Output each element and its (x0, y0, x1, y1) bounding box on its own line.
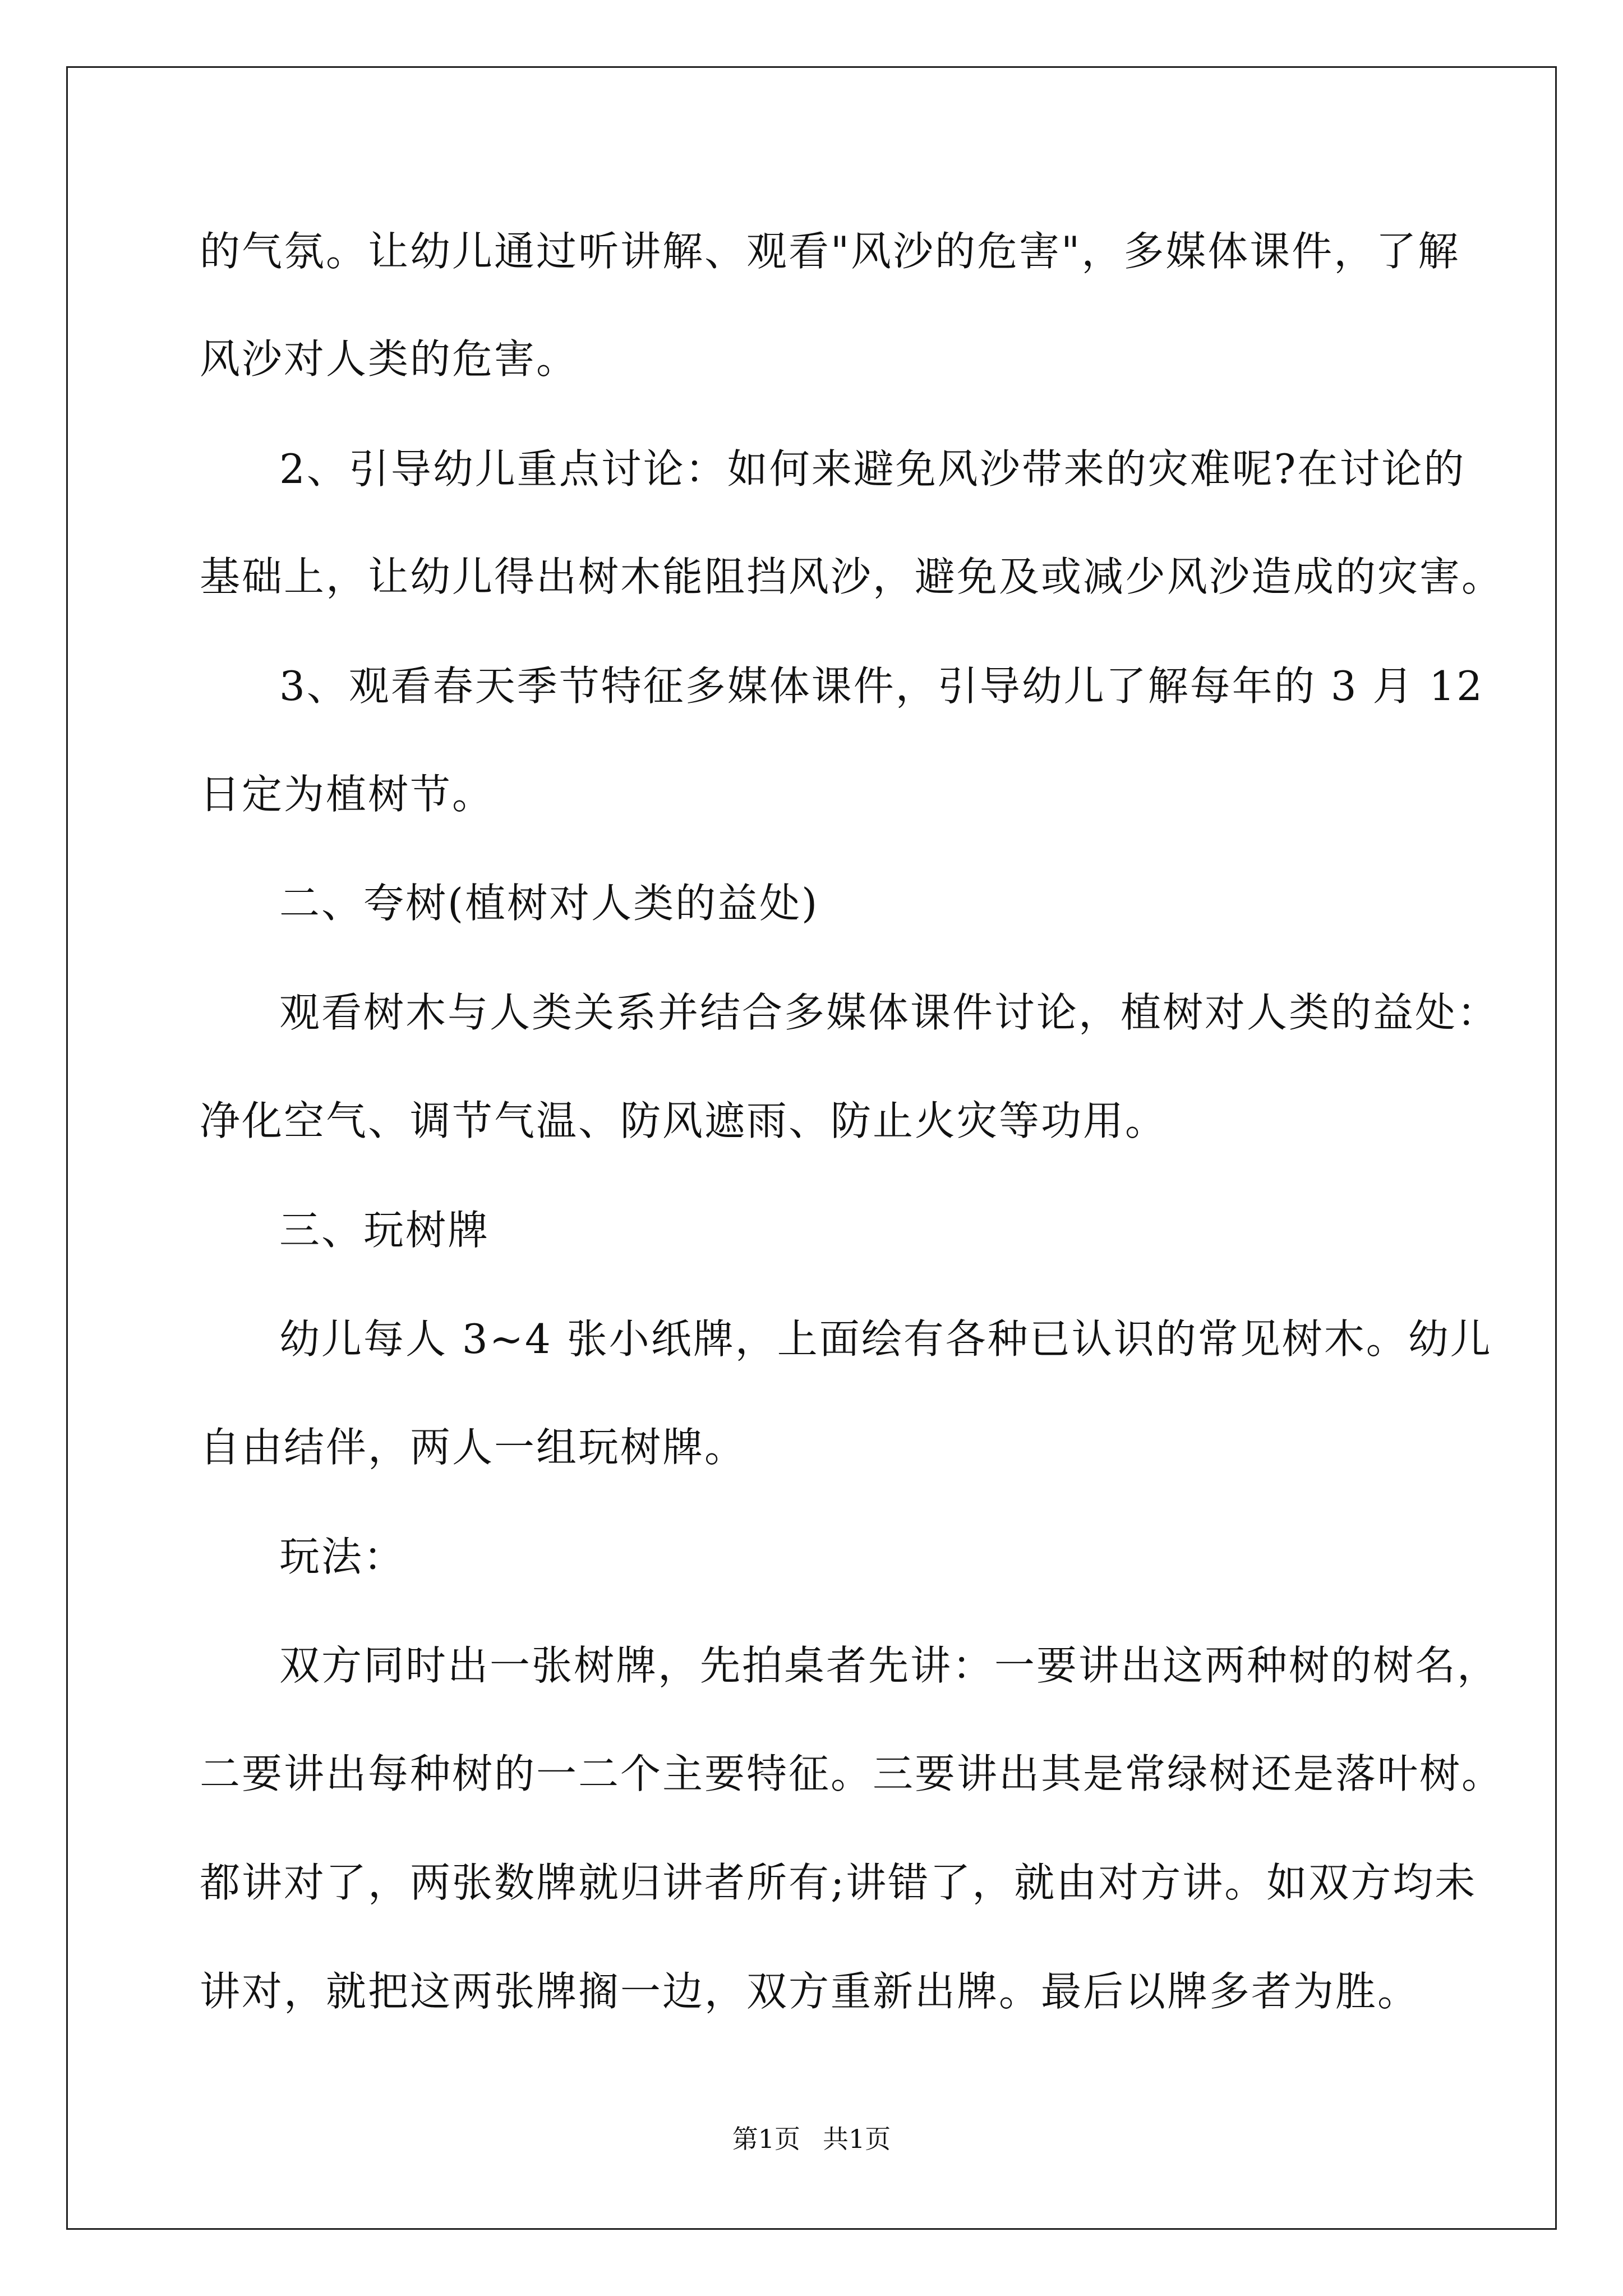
text-line: 2、引导幼儿重点讨论：如何来避免风沙带来的灾难呢?在讨论的 (279, 445, 1466, 493)
text-line: 的气氛。让幼儿通过听讲解、观看"风沙的危害"，多媒体课件，了解 (200, 228, 1460, 275)
text-line: 日定为植树节。 (200, 771, 495, 818)
section-heading: 二、夸树(植树对人类的益处) (279, 880, 819, 927)
text-line: 双方同时出一张树牌，先拍桌者先讲：一要讲出这两种树的树名， (279, 1642, 1500, 1689)
text-line: 自由结伴，两人一组玩树牌。 (200, 1424, 747, 1471)
text-line: 基础上，让幼儿得出树木能阻挡风沙，避免及或减少风沙造成的灾害。 (200, 553, 1504, 600)
text-line: 都讲对了，两张数牌就归讲者所有;讲错了，就由对方讲。如双方均未 (200, 1859, 1477, 1906)
text-line: 风沙对人类的危害。 (200, 335, 579, 383)
section-heading: 三、玩树牌 (279, 1207, 490, 1254)
page-total: 共1页 (823, 2124, 891, 2154)
text-line: 3、观看春天季节特征多媒体课件，引导幼儿了解每年的 3 月 12 (279, 662, 1484, 710)
text-line: 二要讲出每种树的一二个主要特征。三要讲出其是常绿树还是落叶树。 (200, 1750, 1504, 1797)
text-line: 玩法： (279, 1533, 406, 1580)
page-footer (0, 2126, 1623, 2152)
text-line: 讲对，就把这两张牌搁一边，双方重新出牌。最后以牌多者为胜。 (200, 1968, 1420, 2015)
text-line: 幼儿每人 3~4 张小纸牌，上面绘有各种已认识的常见树木。幼儿 (279, 1315, 1492, 1363)
text-line: 观看树木与人类关系并结合多媒体课件讨论，植树对人类的益处： (279, 989, 1500, 1036)
text-line: 净化空气、调节气温、防风遮雨、防止火灾等功用。 (200, 1097, 1168, 1144)
page-number: 第1页 (732, 2124, 800, 2154)
